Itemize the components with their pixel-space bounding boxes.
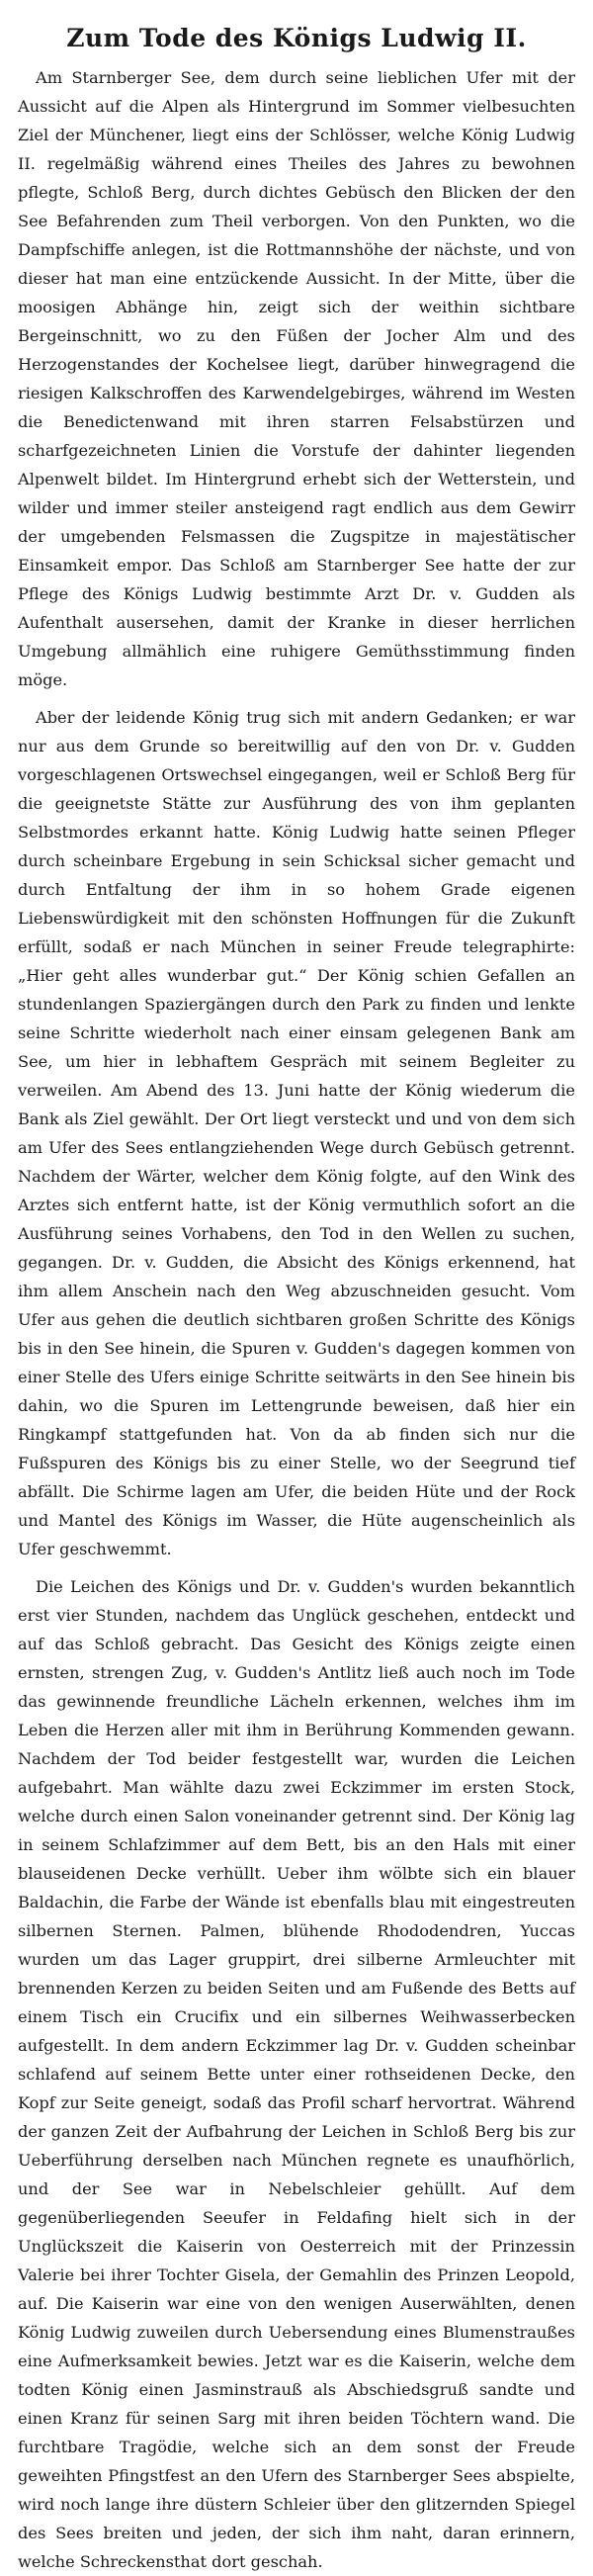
paragraph-starnberger-see: Am Starnberger See, dem durch seine lieblichen Ufer mit der Aussicht auf die Alpen als Hintergrund im Sommer vielbesuchten Ziel der Münchener, liegt eins der Schlösser, welche König Ludwig II. regelmäßig während eines Theiles des Jahres zu bewohnen pflegte, Schloß Berg, durch dichtes Gebüsch den Blicken der den See Befahrenden zum Theil verborgen. Von den Punkten, wo die Dampfschiffe anlegen, ist die Rottmannshöhe der nächste, und von dieser hat man eine entzückende Aussicht. In der Mitte, über die moosigen Abhänge hin, zeigt sich der weithin sichtbare Bergeinschnitt, wo zu den Füßen der Jocher Alm und des Herzogenstandes der Kochelsee liegt, darüber hinwegragend die riesigen Kalkschroffen des Karwendelgebirges, während im Westen die Benedictenwand mit ihren starren Felsabstürzen und scharfgezeichneten Linien die Vorstufe der dahinter liegenden Alpenwelt bildet. Im Hintergrund erhebt sich der Wetterstein, und wilder und immer steiler ansteigend ragt endlich aus dem Gewirr der umgebenden Felsmassen die Zugspitze in majestätischer Einsamkeit empor. Das Schloß am Starnberger See hatte der zur Pflege des Königs Ludwig bestimmte Arzt Dr. v. Gudden als Aufenthalt ausersehen, damit der Kranke in dieser herrlichen Umgebung allmählich eine ruhigere Gemüthsstimmung finden möge.: [18, 68, 575, 689]
article-title: Zum Tode des Königs Ludwig II.: [66, 24, 527, 52]
paragraph-koenig-gedanken: Aber der leidende König trug sich mit andern Gedanken; er war nur aus dem Grunde so bereitwillig auf den von Dr. v. Gudden vorgeschlagenen Ortswechsel eingegangen, weil er Schloß Berg für die geeignetste Stätte zur Ausführung des von ihm geplanten Selbstmordes erkannt hatte. König Ludwig hatte seinen Pfleger durch scheinbare Ergebung in sein Schicksal sicher gemacht und durch Entfaltung der ihm in so hohem Grade eigenen Liebenswürdigkeit mit den schönsten Hoffnungen für die Zukunft erfüllt, sodaß er nach München in seiner Freude telegraphirte: „Hier geht alles wunderbar gut.“ Der König schien Gefallen an stundenlangen Spaziergängen durch den Park zu finden und lenkte seine Schritte wiederholt nach einer einsam gelegenen Bank am See, um hier in lebhaftem Gespräch mit seinem Begleiter zu verweilen. Am Abend des 13. Juni hatte der König wiederum die Bank als Ziel gewählt. Der Ort liegt versteckt und und von dem sich am Ufer des Sees entlangziehenden Wege durch Gebüsch getrennt. Nachdem der Wärter, welcher dem König folgte, auf den Wink des Arztes sich entfernt hatte, ist der König vermuthlich sofort an die Ausführung seines Vorhabens, den Tod in den Wellen zu suchen, gegangen. Dr. v. Gudden, die Absicht des Königs erkennend, hat ihm allem Anschein nach den Weg abzuschneiden gesucht. Vom Ufer aus gehen die deutlich sichtbaren großen Schritte des Königs bis in den See hinein, die Spuren v. Gudden's dagegen kommen von einer Stelle des Ufers einige Schritte seitwärts in den See hinein bis dahin, wo die Spuren im Lettengrunde beweisen, daß hier ein Ringkampf stattgefunden hat. Von da ab finden sich nur die Fußspuren des Königs bis zu einer Stelle, wo der Seegrund tief abfällt. Die Schirme lagen am Ufer, die beiden Hüte und der Rock und Mantel des Königs im Wasser, die Hüte augenscheinlich als Ufer geschwemmt.: [18, 708, 575, 1558]
paragraph-leichen: Die Leichen des Königs und Dr. v. Gudden's wurden bekanntlich erst vier Stunden, nachdem das Unglück geschehen, entdeckt und auf das Schloß gebracht. Das Gesicht des Königs zeigte einen ernsten, strengen Zug, v. Gudden's Antlitz ließ auch noch im Tode das gewinnende freundliche Lächeln erkennen, welches ihm im Leben die Herzen aller mit ihm in Berührung Kommenden gewann. Nachdem der Tod beider festgestellt war, wurden die Leichen aufgebahrt. Man wählte dazu zwei Eckzimmer im ersten Stock, welche durch einen Salon voneinander getrennt sind. Der König lag in seinem Schlafzimmer auf dem Bett, bis an den Hals mit einer blauseidenen Decke verhüllt. Ueber ihm wölbte sich ein blauer Baldachin, die Farbe der Wände ist ebenfalls blau mit eingestreuten silbernen Sternen. Palmen, blühende Rhododendren, Yuccas wurden um das Lager gruppirt, drei silberne Armleuchter mit brennenden Kerzen zu beiden Seiten und am Fußende des Betts auf einem Tisch ein Crucifix und ein silbernes Weihwasserbecken aufgestellt. In dem andern Eckzimmer lag Dr. v. Gudden scheinbar schlafend auf seinem Bette unter einer rothseidenen Decke, den Kopf zur Seite geneigt, sodaß das Profil scharf hervortrat. Während der ganzen Zeit der Aufbahrung der Leichen in Schloß Berg bis zur Ueberführung derselben nach München regnete es unaufhörlich, und der See war in Nebelschleier gehüllt. Auf dem gegenüberliegenden Seeufer in Feldafing hielt sich in der Unglückszeit die Kaiserin von Oesterreich mit der Prinzessin Valerie bei ihrer Tochter Gisela, der Gemahlin des Prinzen Leopold, auf. Die Kaiserin war eine von den wenigen Auserwählten, denen König Ludwig zuweilen durch Uebersendung eines Blumenstraußes eine Aufmerksamkeit bewies. Jetzt war es die Kaiserin, welche dem todten König einen Jasminstrauß als Abschiedsgruß sandte und einen Kranz für seinen Sarg mit ihren beiden Töchtern wand. Die furchtbare Tragödie, welche sich an dem sonst der Freude geweihten Pfingstfest an den Ufern des Starnberger Sees abspielte, wird noch lange ihre düstern Schleier über den glitzernden Spiegel des Sees breiten und jeden, der sich ihm naht, daran erinnern, welche Schreckensthat dort geschah.: [18, 1577, 575, 2571]
